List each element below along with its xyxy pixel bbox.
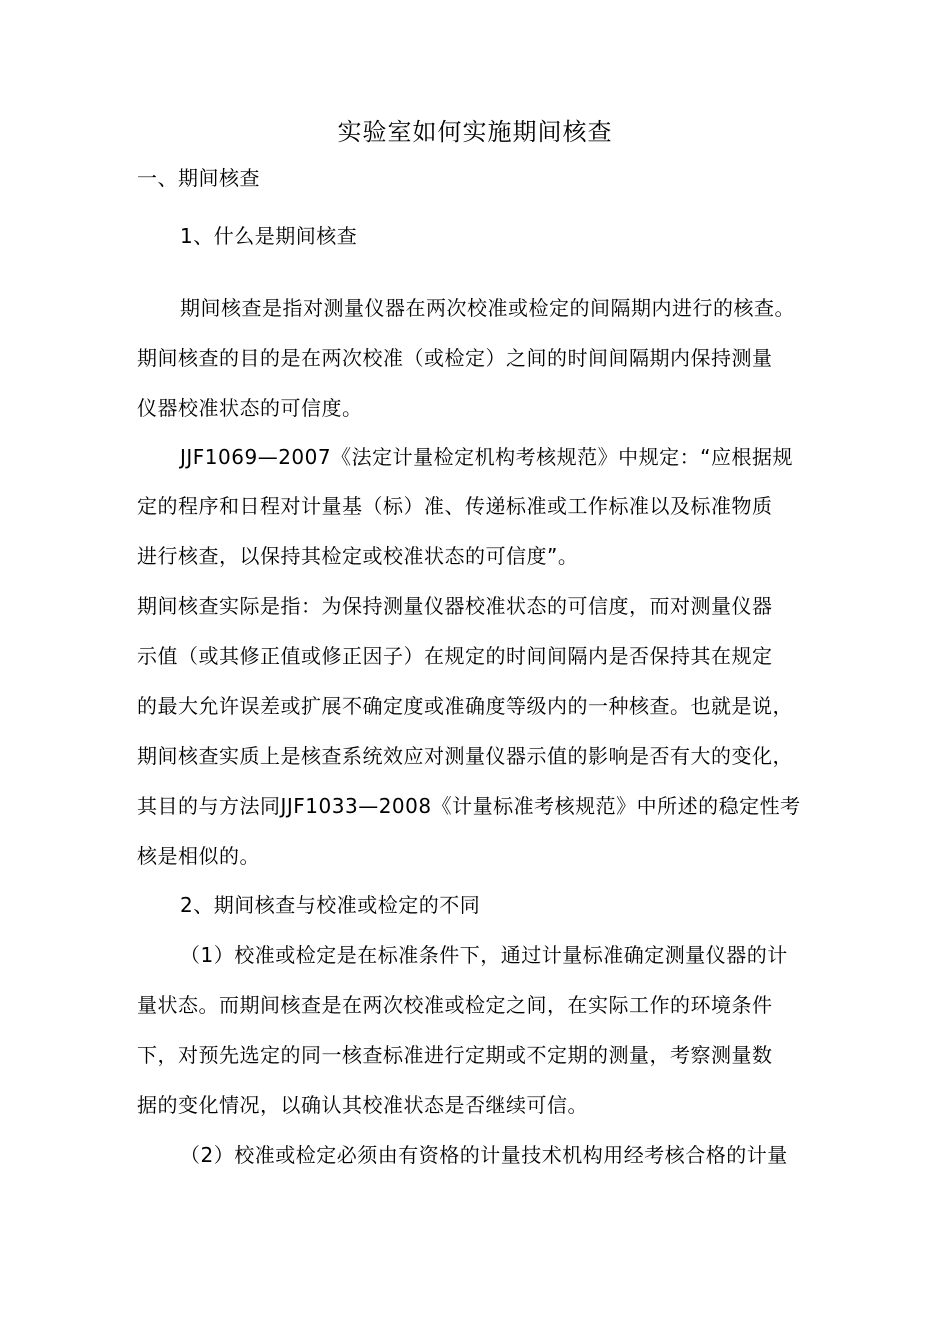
paragraph-line: 示值（或其修正值或修正因子）在规定的时间间隔内是否保持其在规定 [137,644,773,668]
paragraph-line: 进行核查，以保持其检定或校准状态的可信度”。 [137,544,579,568]
paragraph-line: 期间核查是指对测量仪器在两次校准或检定的间隔期内进行的核查。 [180,296,795,320]
subsection-heading: 1、什么是期间核查 [180,224,358,248]
paragraph-line: 定的程序和日程对计量基（标）准、传递标准或工作标准以及标准物质 [137,494,773,518]
paragraph-line: 期间核查实际是指：为保持测量仪器校准状态的可信度，而对测量仪器 [137,594,773,618]
paragraph-line: 仪器校准状态的可信度。 [137,396,363,420]
paragraph-line: 期间核查的目的是在两次校准（或检定）之间的时间间隔期内保持测量 [137,346,773,370]
paragraph-line: 其目的与方法同JJF1033—2008《计量标准考核规范》中所述的稳定性考 [137,794,801,818]
subsection-heading: 2、期间核查与校准或检定的不同 [180,893,481,917]
paragraph-line: 期间核查实质上是核查系统效应对测量仪器示值的影响是否有大的变化， [137,744,793,768]
paragraph-line: （1）校准或检定是在标准条件下，通过计量标准确定测量仪器的计 [180,943,788,967]
paragraph-line: 据的变化情况，以确认其校准状态是否继续可信。 [137,1093,588,1117]
paragraph-line: 量状态。而期间核查是在两次校准或检定之间，在实际工作的环境条件 [137,993,773,1017]
paragraph-line: 核是相似的。 [137,844,260,868]
paragraph-line: JJF1069—2007《法定计量检定机构考核规范》中规定：“应根据规 [180,445,793,469]
document-title: 实验室如何实施期间核查 [337,118,613,146]
paragraph-line: （2）校准或检定必须由有资格的计量技术机构用经考核合格的计量 [180,1143,788,1167]
paragraph-line: 下，对预先选定的同一核查标准进行定期或不定期的测量，考察测量数 [137,1043,773,1067]
section-heading: 一、期间核查 [137,166,260,190]
paragraph-line: 的最大允许误差或扩展不确定度或准确度等级内的一种核查。也就是说， [137,694,793,718]
